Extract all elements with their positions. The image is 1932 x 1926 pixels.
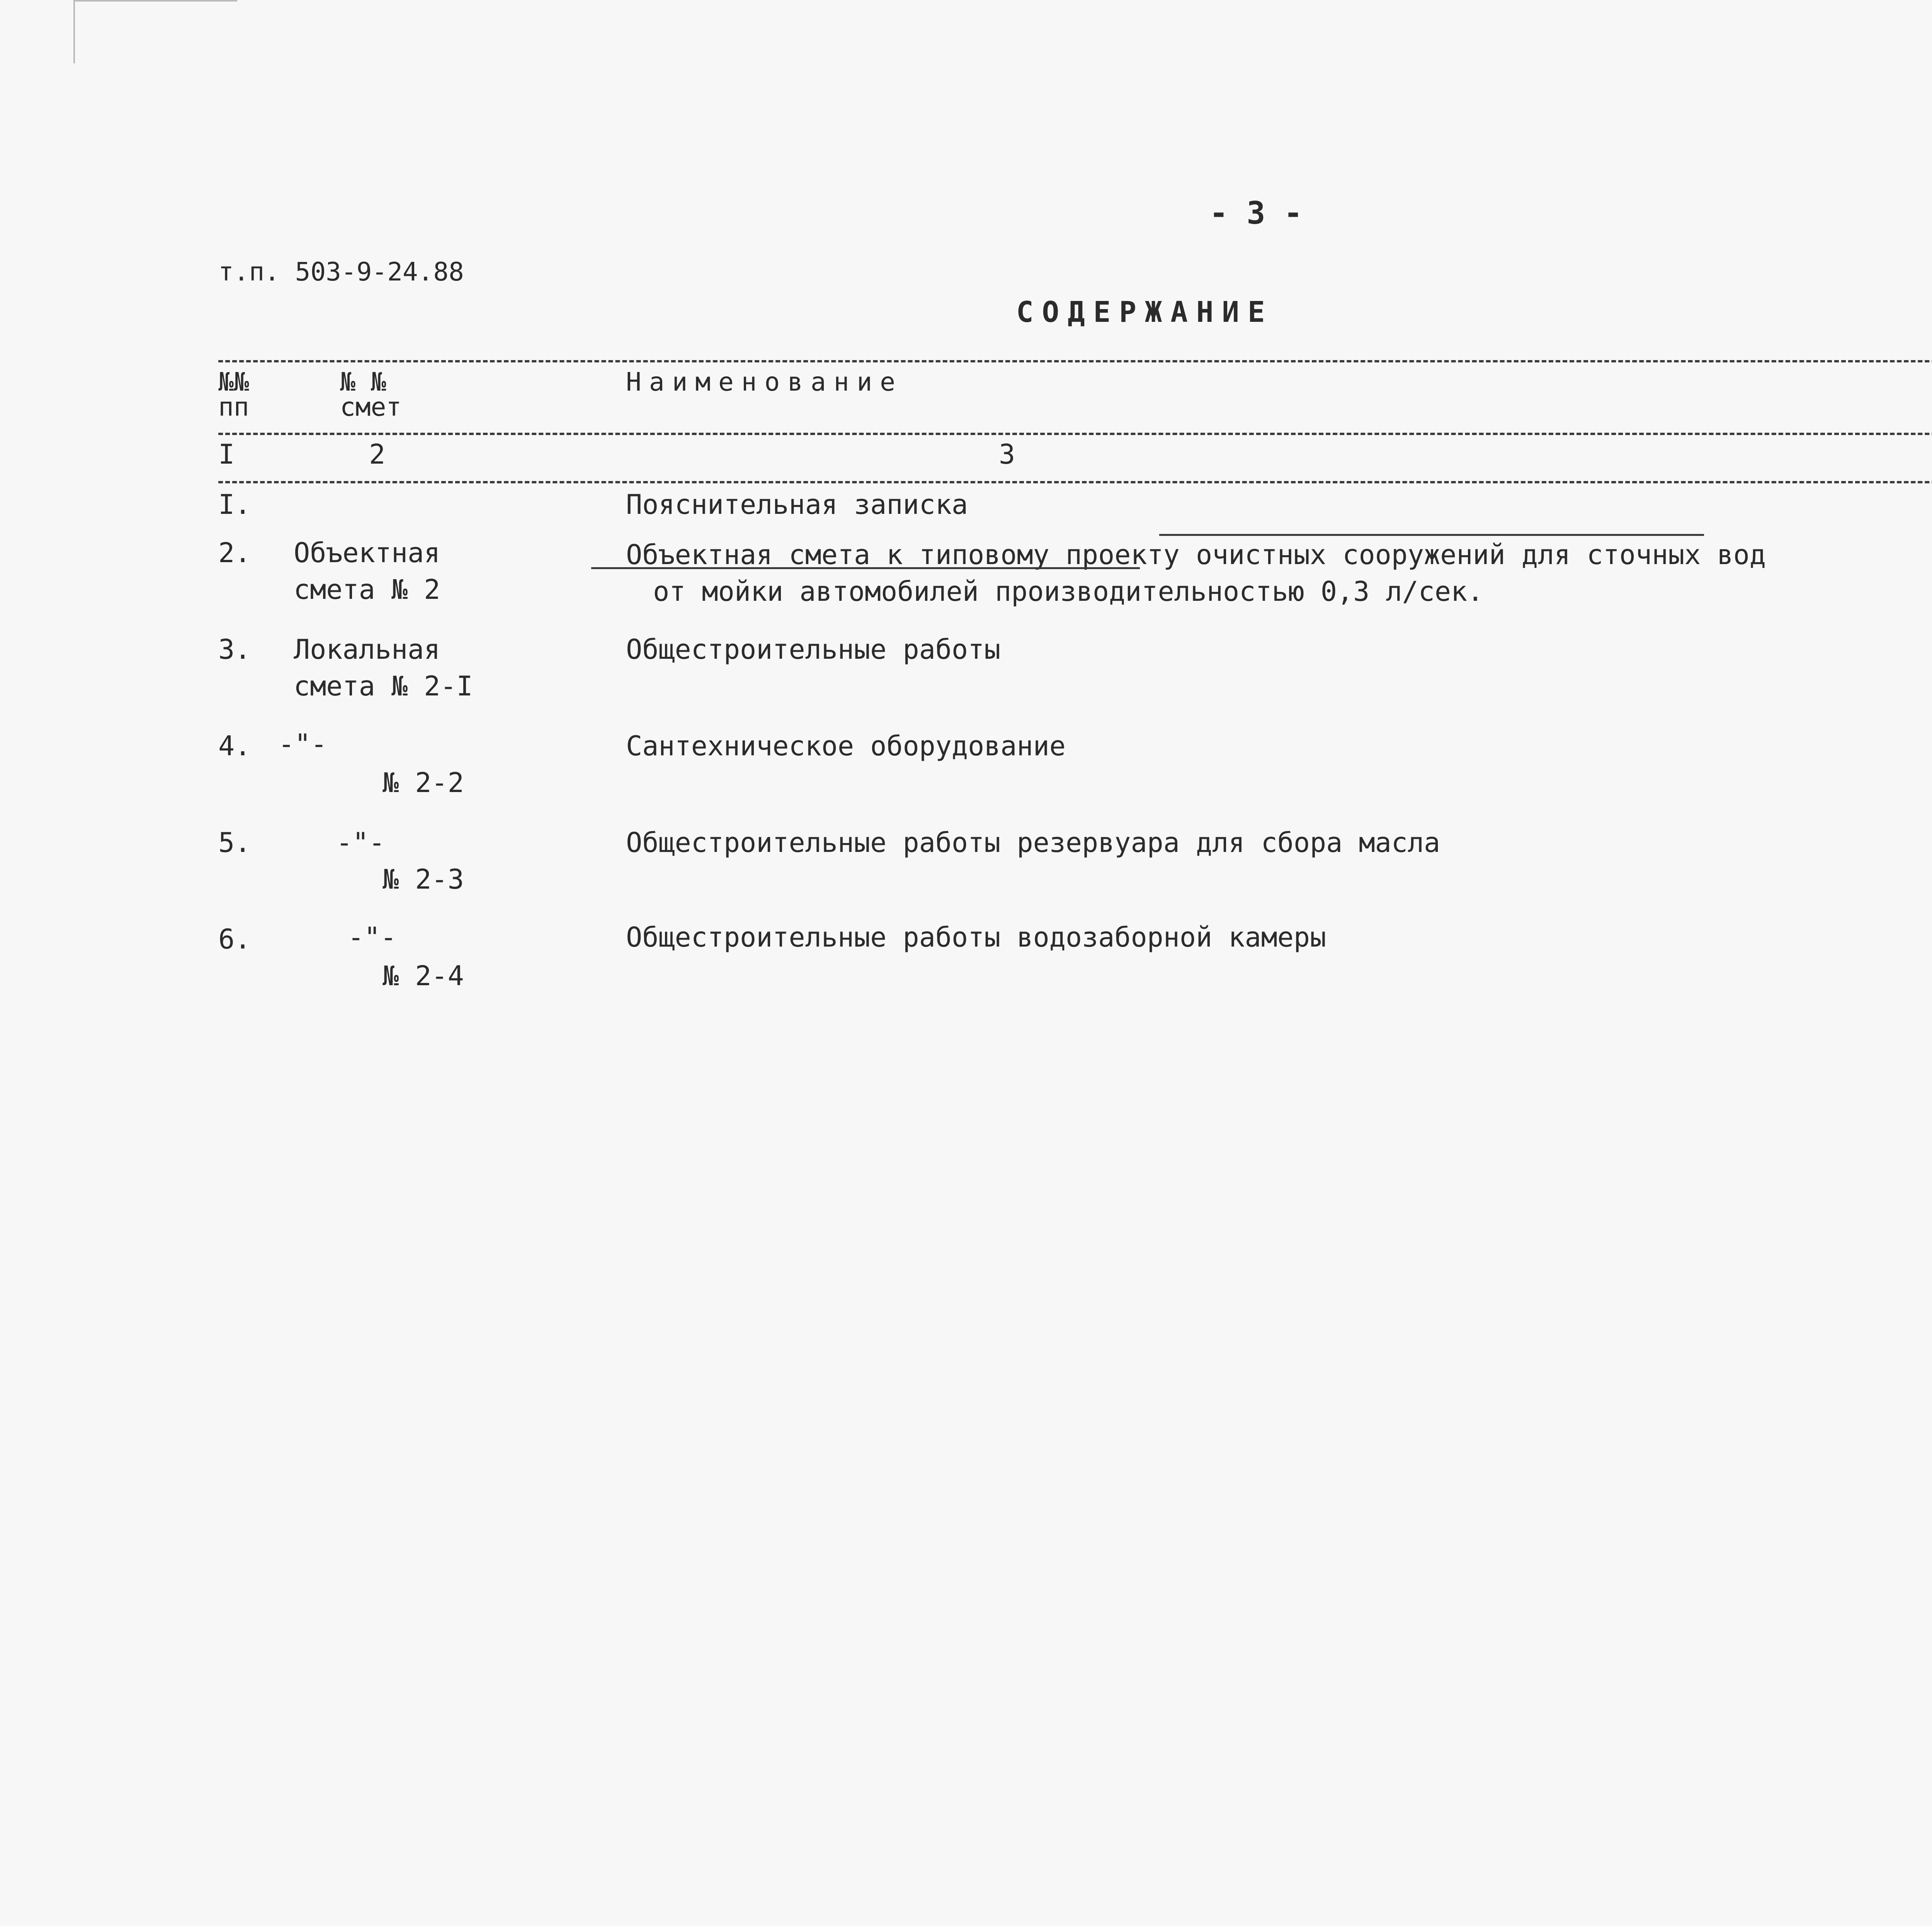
row-estimate-sub: № 2-4: [383, 960, 464, 992]
column-number: I: [218, 439, 235, 470]
column-numbers-rule: [218, 481, 1932, 483]
row-name: Пояснительная записка: [626, 489, 968, 520]
row-estimate: Объектная: [294, 537, 440, 569]
row-number: 2.: [218, 537, 251, 569]
header-bottom-rule: [218, 433, 1932, 435]
contents-title: СОДЕРЖАНИЕ: [1016, 296, 1274, 329]
row-estimate-sub: смета № 2: [294, 574, 440, 605]
page-number: - 3 -: [1209, 195, 1303, 231]
row-number: 4.: [218, 730, 251, 762]
column-number: 2: [369, 439, 386, 470]
header-estimate-number-sub: смет: [340, 392, 401, 422]
row-estimate: Локальная: [294, 634, 440, 665]
column-number: 3: [999, 439, 1015, 470]
row-name: Общестроительные работы: [626, 634, 1001, 665]
row-name: Сантехническое оборудование: [626, 730, 1066, 762]
table-top-rule: [218, 360, 1932, 362]
header-row-number: №№: [218, 367, 249, 397]
row-estimate-sub: № 2-2: [383, 767, 464, 799]
row-estimate-sub: смета № 2-I: [294, 670, 473, 702]
name-underline: [591, 567, 1140, 569]
row-number: 5.: [218, 827, 251, 858]
row-name: Объектная смета к типовому проекту очистных сооружений для сточных вод: [626, 539, 1766, 571]
row-number: 3.: [218, 634, 251, 665]
row-name: Общестроительные работы резервуара для сбора масла: [626, 827, 1440, 858]
row-name-continuation: от мойки автомобилей производительностью 0,3 л/сек.: [653, 576, 1484, 607]
row-name: Общестроительные работы водозаборной камеры: [626, 921, 1327, 953]
header-row-number-sub: пп: [218, 392, 249, 422]
row-estimate: -"-: [348, 921, 397, 953]
header-name: Наименование: [626, 367, 903, 397]
row-estimate: -"-: [336, 827, 385, 858]
row-estimate: -"-: [278, 728, 327, 760]
document-code: т.п. 503-9-24.88: [218, 257, 464, 287]
row-number: I.: [218, 489, 251, 520]
row-number: 6.: [218, 923, 251, 955]
header-estimate-number: № №: [340, 367, 386, 397]
scan-corner-mark: [73, 0, 237, 63]
row-estimate-sub: № 2-3: [383, 864, 464, 895]
name-overline: [1159, 534, 1704, 536]
